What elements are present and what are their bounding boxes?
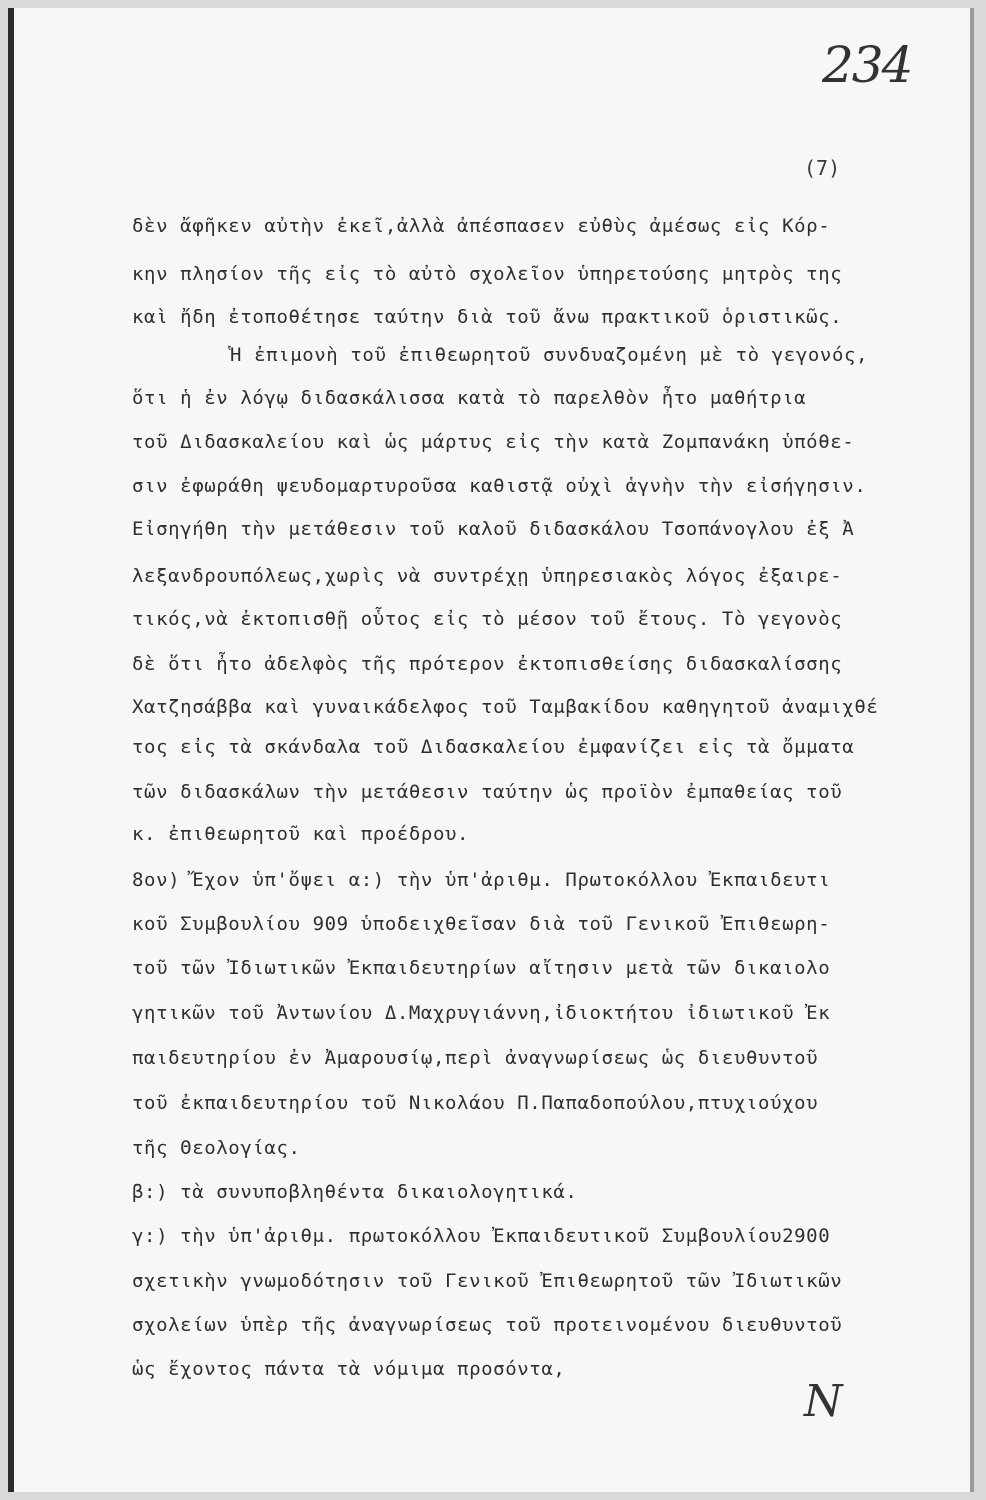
text-line: 8ον) Ἔχον ὑπ'ὄψει α:) τὴν ὑπ'ἀριθμ. Πρωτοκόλλου Ἐκπαιδευτι (132, 869, 831, 891)
text-line: ὅτι ἡ ἐν λόγῳ διδασκάλισσα κατὰ τὸ παρελθὸν ἦτο μαθήτρια (132, 387, 807, 409)
text-line: ὡς ἔχοντος πάντα τὰ νόμιμα προσόντα, (132, 1358, 566, 1380)
text-line: κοῦ Συμβουλίου 909 ὑποδειχθεῖσαν διὰ τοῦ Γενικοῦ Ἐπιθεωρη- (132, 913, 831, 935)
text-line: σιν ἐφωράθη ψευδομαρτυροῦσα καθιστᾷ οὐχὶ ἁγνὴν τὴν εἰσήγησιν. (132, 475, 867, 497)
handwritten-signature: Ν (804, 1376, 843, 1427)
text-line: τοῦ τῶν Ἰδιωτικῶν Ἐκπαιδευτηρίων αἴτησιν μετὰ τῶν δικαιολο (132, 957, 831, 979)
text-line: λεξανδρουπόλεως,χωρὶς νὰ συντρέχῃ ὑπηρεσιακὸς λόγος ἐξαιρε- (132, 565, 843, 587)
text-line: κην πλησίον τῆς εἰς τὸ αὐτὸ σχολεῖον ὑπηρετούσης μητρὸς της (132, 263, 843, 285)
text-line: κ. ἐπιθεωρητοῦ καὶ προέδρου. (132, 823, 470, 845)
text-line: τος εἰς τὰ σκάνδαλα τοῦ Διδασκαλείου ἐμφανίζει εἰς τὰ ὄμματα (132, 736, 855, 758)
text-line: τοῦ ἐκπαιδευτηρίου τοῦ Νικολάου Π.Παπαδοπούλου,πτυχιούχου (132, 1092, 819, 1114)
document-page (8, 8, 974, 1492)
text-line: παιδευτηρίου ἐν Ἀμαρουσίῳ,περὶ ἀναγνωρίσεως ὡς διευθυντοῦ (132, 1047, 819, 1069)
text-line: Ἡ ἐπιμονὴ τοῦ ἐπιθεωρητοῦ συνδυαζομένη μὲ τὸ γεγονός, (230, 344, 869, 366)
text-line: σχετικὴν γνωμοδότησιν τοῦ Γενικοῦ Ἐπιθεωρητοῦ τῶν Ἰδιωτικῶν (132, 1270, 843, 1292)
text-line: γ:) τὴν ὑπ'ἀριθμ. πρωτοκόλλου Ἐκπαιδευτικοῦ Συμβουλίου2900 (132, 1225, 831, 1247)
text-line: γητικῶν τοῦ Ἀντωνίου Δ.Μαχρυγιάννη,ἰδιοκτήτου ἰδιωτικοῦ Ἐκ (132, 1002, 831, 1024)
text-line: τῶν διδασκάλων τὴν μετάθεσιν ταύτην ὡς προϊὸν ἐμπαθείας τοῦ (132, 781, 843, 803)
typed-page-number: (7) (804, 156, 841, 180)
handwritten-page-number: 234 (822, 36, 912, 94)
text-line: τῆς Θεολογίας. (132, 1137, 301, 1159)
text-line: τικός,νὰ ἐκτοπισθῇ οὗτος εἰς τὸ μέσον τοῦ ἔτους. Τὸ γεγονὸς (132, 608, 843, 630)
text-line: δὲ ὅτι ἦτο ἀδελφὸς τῆς πρότερον ἐκτοπισθείσης διδασκαλίσσης (132, 653, 843, 675)
text-line: δὲν ἄφῆκεν αὐτὴν ἐκεῖ,ἀλλὰ ἀπέσπασεν εὐθὺς ἀμέσως εἰς Κόρ- (132, 215, 831, 237)
text-line: τοῦ Διδασκαλείου καὶ ὡς μάρτυς εἰς τὴν κατὰ Ζομπανάκη ὑπόθε- (132, 431, 855, 453)
text-line: Εἰσηγήθη τὴν μετάθεσιν τοῦ καλοῦ διδασκάλου Τσοπάνογλου ἐξ Ἀ (132, 518, 855, 540)
text-line: σχολείων ὑπὲρ τῆς ἀναγνωρίσεως τοῦ προτεινομένου διευθυντοῦ (132, 1314, 843, 1336)
text-line: β:) τὰ συνυποβληθέντα δικαιολογητικά. (132, 1181, 578, 1203)
text-line: καὶ ἤδη ἐτοποθέτησε ταύτην διὰ τοῦ ἄνω πρακτικοῦ ὁριστικῶς. (132, 306, 843, 328)
text-line: Χατζησάββα καὶ γυναικάδελφος τοῦ Ταμβακίδου καθηγητοῦ ἀναμιχθέ (132, 696, 879, 718)
